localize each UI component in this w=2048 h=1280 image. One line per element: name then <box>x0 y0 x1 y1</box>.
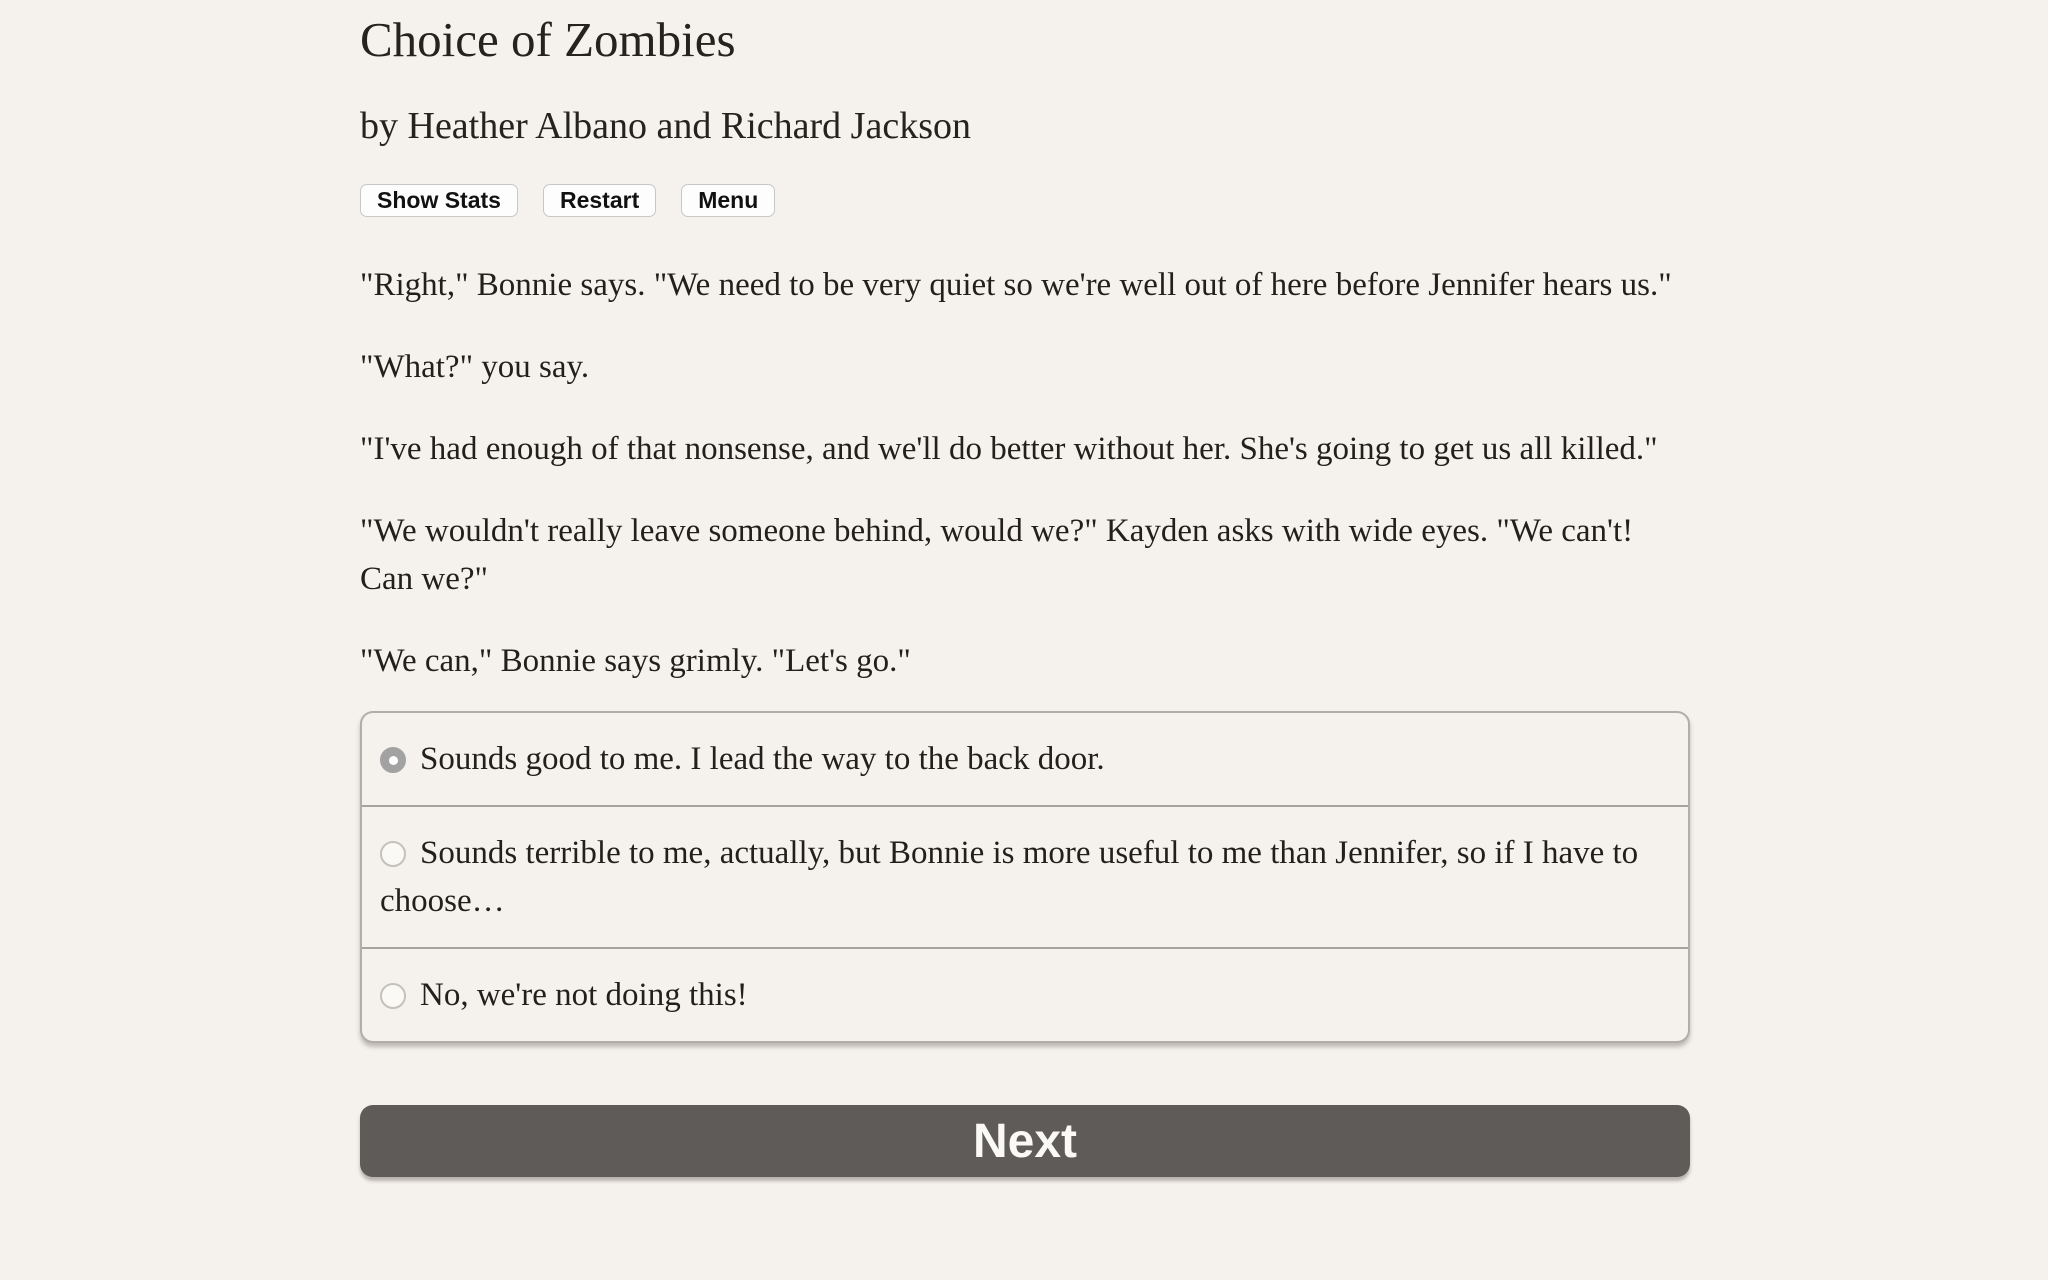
next-button[interactable]: Next <box>360 1105 1690 1177</box>
story-paragraph: "We can," Bonnie says grimly. "Let's go." <box>360 643 911 679</box>
radio-button-icon[interactable] <box>380 841 406 867</box>
story-paragraph: "Right," Bonnie says. "We need to be very quiet so we're well out of here before Jennifer hears us." <box>360 267 1672 303</box>
toolbar <box>360 184 1690 217</box>
story-paragraph: "We wouldn't really leave someone behind, would we?" Kayden asks with wide eyes. "We can't! Can we?" <box>360 513 1634 597</box>
choice-label: Sounds terrible to me, actually, but Bonnie is more useful to me than Jennifer, so if I have to choose… <box>380 835 1639 919</box>
story-paragraph: "I've had enough of that nonsense, and we'll do better without her. She's going to get us all killed." <box>360 431 1658 467</box>
game-page <box>360 0 1690 1177</box>
menu-button[interactable]: Menu <box>681 184 775 217</box>
page-title: Choice of Zombies <box>360 12 736 67</box>
choice-label: Sounds good to me. I lead the way to the back door. <box>420 741 1105 777</box>
choice-label: No, we're not doing this! <box>420 977 748 1013</box>
story-text <box>360 261 1690 685</box>
radio-button-icon[interactable] <box>380 747 406 773</box>
choice-option-2[interactable] <box>362 805 1688 947</box>
byline: by Heather Albano and Richard Jackson <box>360 105 971 147</box>
choice-option-1[interactable] <box>362 713 1688 805</box>
show-stats-button[interactable]: Show Stats <box>360 184 518 217</box>
restart-button[interactable]: Restart <box>543 184 656 217</box>
radio-button-icon[interactable] <box>380 983 406 1009</box>
story-paragraph: "What?" you say. <box>360 349 590 385</box>
choice-option-3[interactable] <box>362 947 1688 1041</box>
choices-group <box>360 711 1690 1043</box>
